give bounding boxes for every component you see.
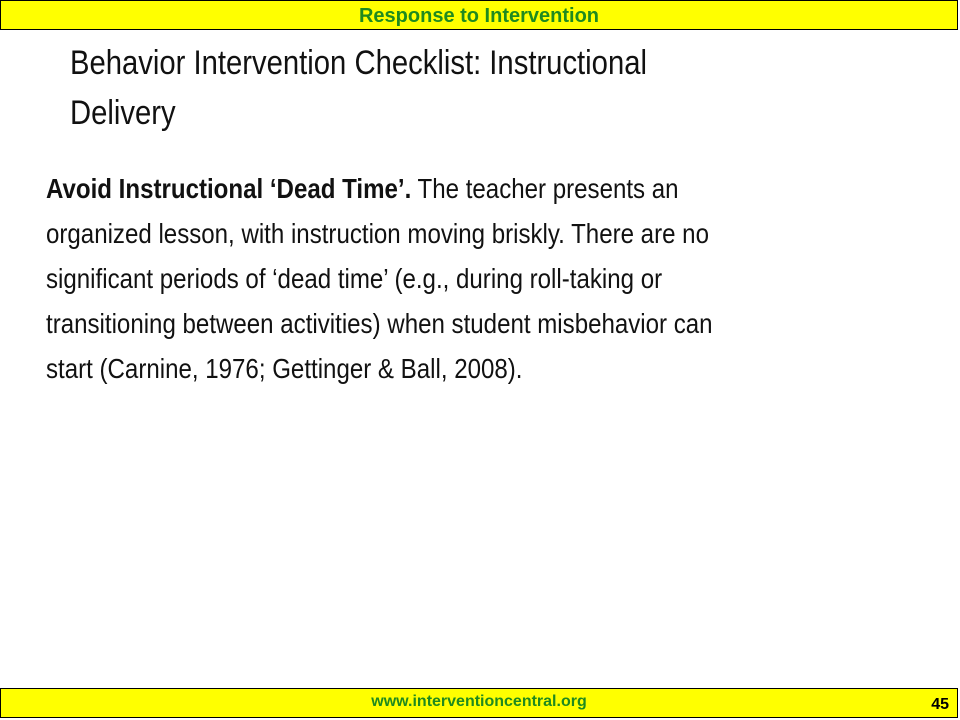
body-line-1-rest: The teacher presents an [411, 173, 679, 204]
body-line-1 [46, 166, 915, 211]
header-title: Response to Intervention [358, 5, 600, 27]
header-bar [0, 0, 958, 30]
body-line-4: transitioning between activities) when student misbehavior can [46, 308, 713, 339]
footer-url: www.interventioncentral.org [371, 693, 587, 710]
page-number: 45 [931, 696, 949, 713]
body-line-5: start (Carnine, 1976; Gettinger & Ball, 2008). [46, 353, 523, 384]
lead-phrase: Avoid Instructional ‘Dead Time’. [46, 173, 412, 204]
footer-bar [0, 688, 958, 718]
slide-title-line-2: Delivery [70, 94, 176, 132]
slide-title [70, 38, 792, 138]
body-line-2: organized lesson, with instruction moving briskly. There are no [46, 218, 709, 249]
slide-body [46, 166, 915, 391]
slide-title-line-1: Behavior Intervention Checklist: Instructional [70, 44, 647, 82]
body-line-3: significant periods of ‘dead time’ (e.g., during roll-taking or [46, 263, 663, 294]
